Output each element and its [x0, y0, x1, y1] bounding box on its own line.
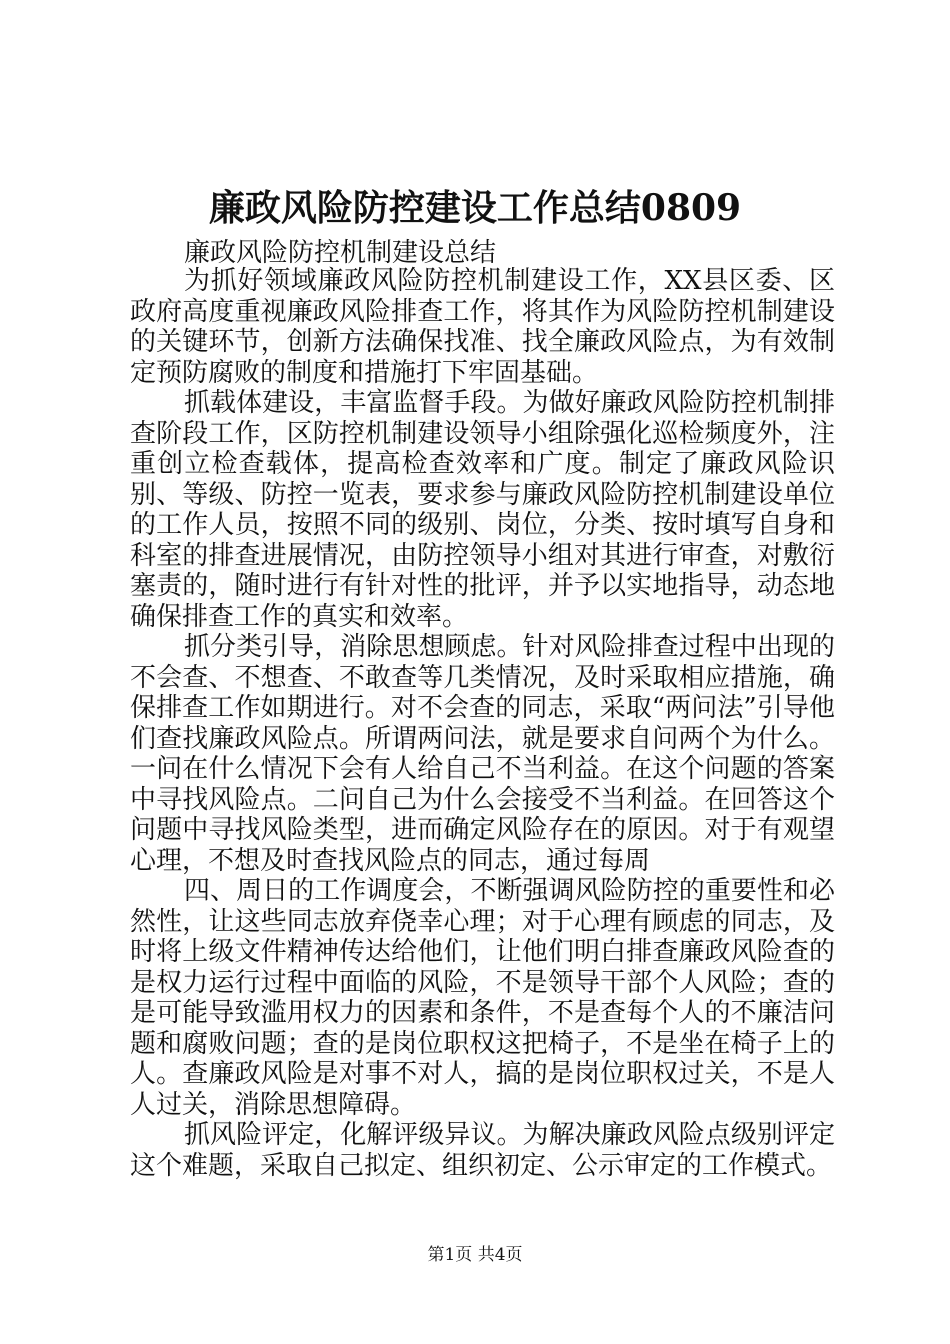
paragraph-5: 抓风险评定，化解评级异议。为解决廉政风险点级别评定这个难题，采取自己拟定、组织初定、公示审定的工作模式。: [130, 1120, 835, 1181]
page-footer: 第1页 共4页: [427, 1245, 523, 1265]
document-body: [130, 266, 835, 1181]
paragraph-2: 抓载体建设，丰富监督手段。为做好廉政风险防控机制排查阶段工作，区防控机制建设领导小组除强化巡检频度外，注重创立检查载体，提高检查效率和广度。制定了廉政风险识别、等级、防控一览表，要求参与廉政风险防控机制建设单位的工作人员，按照不同的级别、岗位，分类、按时填写自身和科室的排查进展情况，由防控领导小组对其进行审查，对敷衍塞责的，随时进行有针对性的批评，并予以实地指导，动态地确保排查工作的真实和效率。: [130, 388, 835, 632]
paragraph-4: 四、周日的工作调度会，不断强调风险防控的重要性和必然性，让这些同志放弃侥幸心理；对于心理有顾虑的同志，及时将上级文件精神传达给他们，让他们明白排查廉政风险查的是权力运行过程中面临的风险，不是领导干部个人风险；查的是可能导致滥用权力的因素和条件，不是查每个人的不廉洁问题和腐败问题；查的是岗位职权这把椅子，不是坐在椅子上的人。查廉政风险是对事不对人，搞的是岗位职权过关，不是人人过关，消除思想障碍。: [130, 876, 835, 1120]
document-title: 廉政风险防控建设工作总结0809: [208, 187, 742, 229]
paragraph-1: 为抓好领域廉政风险防控机制建设工作，XX县区委、区政府高度重视廉政风险排查工作，将其作为风险防控机制建设的关键环节，创新方法确保找准、找全廉政风险点，为有效制定预防腐败的制度和措施打下牢固基础。: [130, 266, 835, 388]
paragraph-3: 抓分类引导，消除思想顾虑。针对风险排查过程中出现的不会查、不想查、不敢查等几类情况，及时采取相应措施，确保排查工作如期进行。对不会查的同志，采取“两问法”引导他们查找廉政风险点。所谓两问法，就是要求自问两个为什么。一问在什么情况下会有人给自己不当利益。在这个问题的答案中寻找风险点。二问自己为什么会接受不当利益。在回答这个问题中寻找风险类型，进而确定风险存在的原因。对于有观望心理，不想及时查找风险点的同志，通过每周: [130, 632, 835, 876]
document-subtitle: 廉政风险防控机制建设总结: [184, 238, 497, 268]
